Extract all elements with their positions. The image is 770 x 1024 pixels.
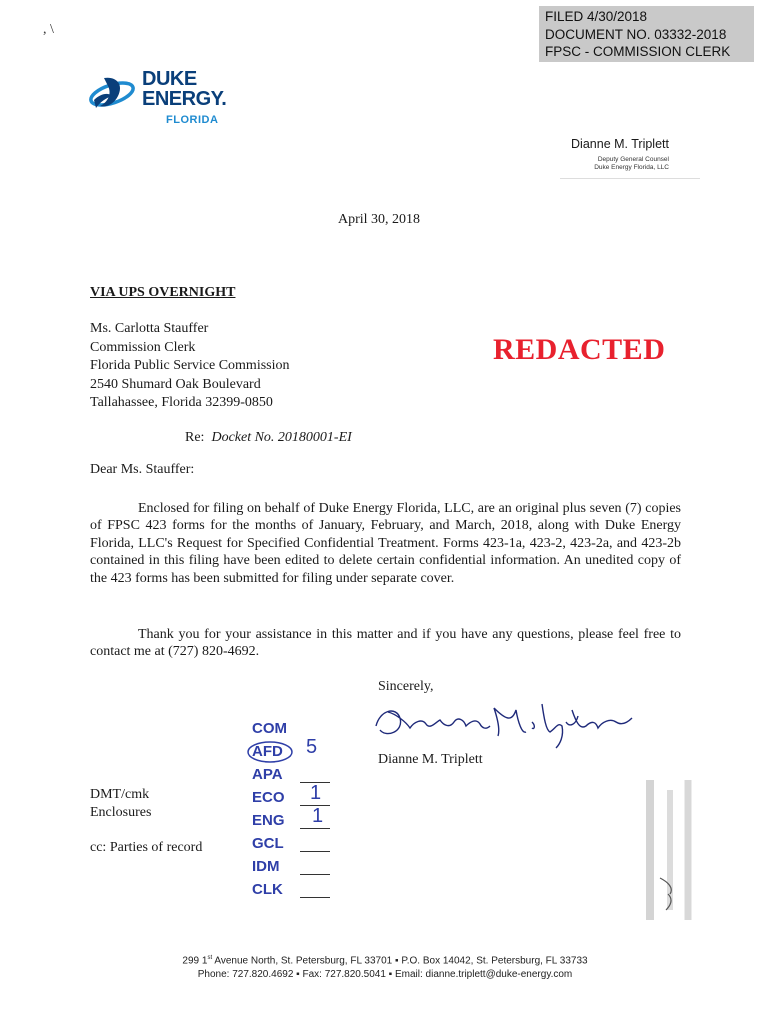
sender-company: Duke Energy Florida, LLC: [594, 164, 669, 171]
sender-name: Dianne M. Triplett: [571, 137, 669, 151]
logo-word-florida: FLORIDA: [166, 114, 219, 126]
docket-number: Docket No. 20180001-EI: [211, 430, 352, 445]
routing-item: APA: [252, 766, 283, 783]
routing-line: [300, 851, 330, 852]
routing-line: [300, 828, 330, 829]
re-line: [185, 430, 352, 446]
salutation: Dear Ms. Stauffer:: [90, 462, 195, 477]
margin-mark: , \: [43, 22, 54, 37]
re-label: Re:: [185, 430, 205, 445]
routing-item: AFD: [252, 743, 283, 760]
footer-address-rest: Avenue North, St. Petersburg, FL 33701 ▪ P.O. Box 14042, St. Petersburg, FL 33733: [212, 955, 588, 967]
logo-word-duke: DUKE: [142, 68, 197, 90]
recipient-line: Tallahassee, Florida 32399-0850: [90, 395, 273, 410]
body-paragraph-2: Thank you for your assistance in this matter and if you have any questions, please feel free to contact me at (727) 820-4692.: [90, 627, 681, 660]
delivery-method: VIA UPS OVERNIGHT: [90, 285, 236, 300]
routing-mark-eco: 1: [310, 782, 322, 804]
body-paragraph-1: Enclosed for filing on behalf of Duke Energy Florida, LLC, are an original plus seven (7) copies of FPSC 423 forms for the months of January, February, and March, 2018, along with Duke Energy Florida, LLC's Request for Specified Confidential Treatment. Forms 423-1a, 423-2, 423-2a, and 423-2b contained in this filing have been edited to delete certain confidential information. An unedited copy of the 423 forms has been submitted for filing under separate cover.: [90, 501, 681, 586]
redacted-stamp: REDACTED: [493, 333, 666, 366]
recipient-line: Florida Public Service Commission: [90, 358, 290, 373]
routing-stamp: [230, 718, 350, 903]
logo-word-energy: ENERGY.: [142, 88, 227, 110]
routing-item: IDM: [252, 858, 280, 875]
divider: [560, 178, 700, 179]
recipient-line: Ms. Carlotta Stauffer: [90, 321, 209, 336]
handwritten-signature: [366, 692, 646, 752]
footer-address-sup: st: [207, 955, 213, 961]
routing-line: [300, 874, 330, 875]
typist-initials: DMT/cmk: [90, 787, 150, 802]
footer-address: [0, 955, 770, 966]
enclosures-note: Enclosures: [90, 805, 152, 820]
recipient-address: [90, 320, 290, 413]
cc-line: cc: Parties of record: [90, 840, 203, 855]
receipt-stamp-faint: [640, 770, 700, 930]
routing-item: ENG: [252, 812, 285, 829]
routing-item: COM: [252, 720, 287, 737]
routing-line: [300, 897, 330, 898]
routing-mark-afd: 5: [306, 736, 318, 758]
routing-item: GCL: [252, 835, 284, 852]
stamp-filed-date: FILED 4/30/2018: [545, 9, 648, 24]
stamp-document-number: DOCUMENT NO. 03332-2018: [545, 26, 727, 42]
duke-energy-logo: [82, 68, 242, 130]
closing: Sincerely,: [378, 679, 434, 694]
filing-stamp: [539, 6, 754, 62]
routing-mark-eng: 1: [312, 805, 324, 827]
recipient-line: 2540 Shumard Oak Boulevard: [90, 376, 261, 392]
duke-energy-logo-icon: [82, 70, 142, 116]
stamp-clerk: FPSC - COMMISSION CLERK: [545, 44, 731, 59]
letter-date: April 30, 2018: [338, 212, 421, 227]
footer-address-number: 299 1: [182, 955, 208, 967]
recipient-line: Commission Clerk: [90, 339, 196, 355]
footer-contact: Phone: 727.820.4692 ▪ Fax: 727.820.5041 ▪ Email: dianne.triplett@duke-energy.com: [197, 969, 573, 980]
signature-name: Dianne M. Triplett: [378, 752, 483, 767]
routing-item: CLK: [252, 881, 283, 898]
routing-item: ECO: [252, 789, 285, 806]
sender-title: Deputy General Counsel: [597, 156, 669, 163]
